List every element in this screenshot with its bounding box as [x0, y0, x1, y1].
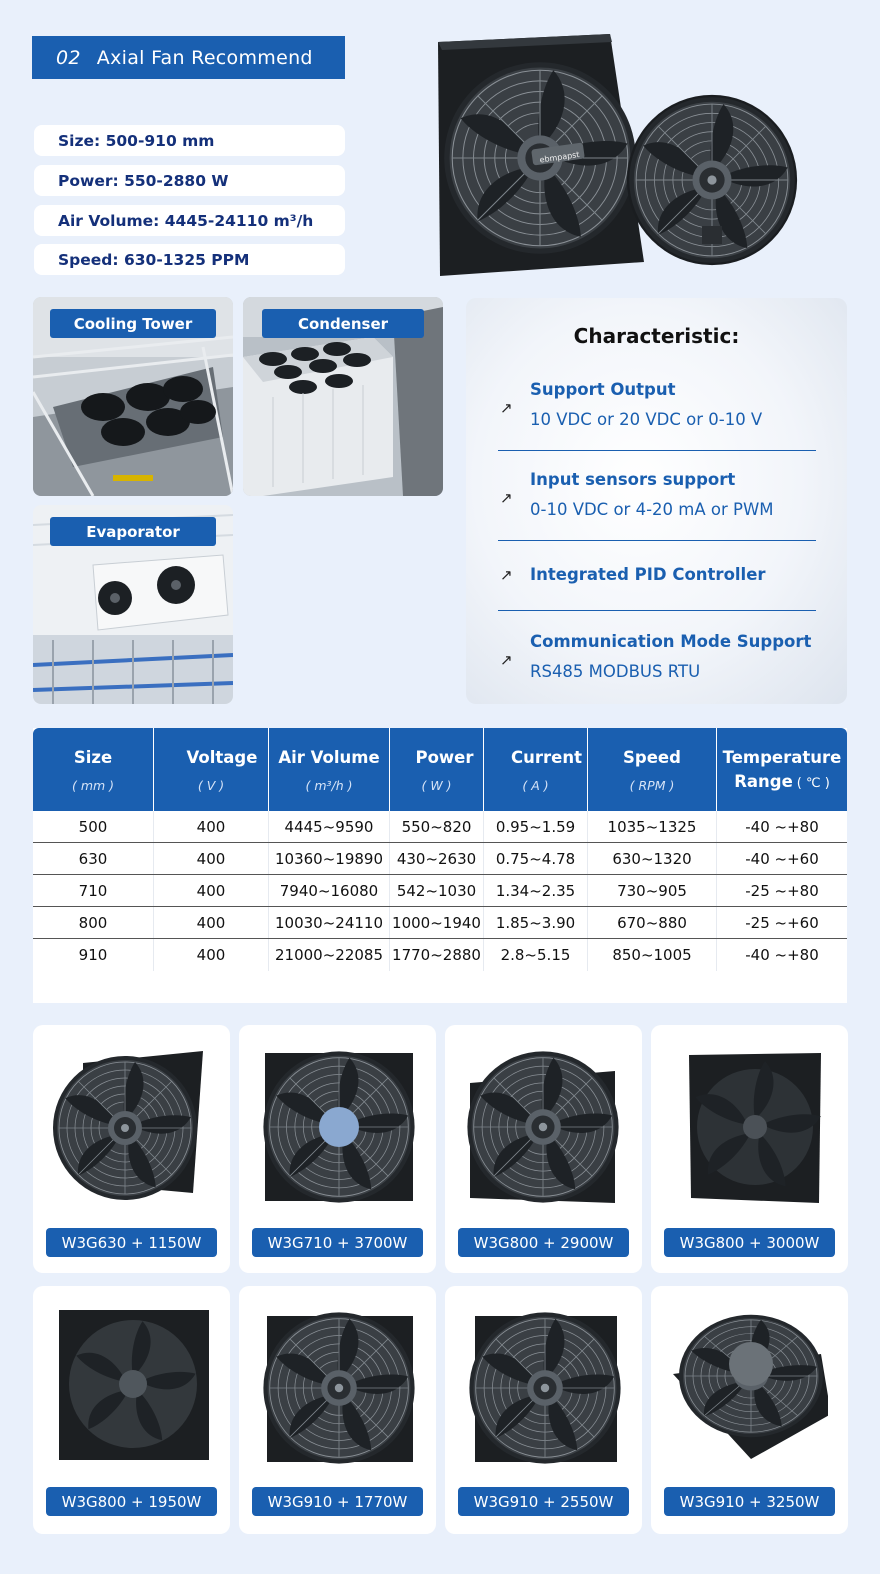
table-cell: 400	[196, 818, 226, 836]
col-power: Power ( W )	[415, 748, 474, 793]
fan-product-image	[259, 1043, 416, 1203]
table-cell: 400	[196, 850, 226, 868]
divider	[498, 540, 816, 541]
product-card[interactable]	[445, 1286, 642, 1534]
table-cell: 630~1320	[612, 850, 692, 868]
spec-table-header	[33, 728, 847, 811]
table-cell: 670~880	[617, 914, 687, 932]
table-cell: 730~905	[617, 882, 687, 900]
app-evaporator	[33, 505, 233, 704]
spec-power: Power: 550-2880 W	[34, 165, 345, 196]
table-row	[33, 843, 847, 875]
char-item-detail: RS485 MODBUS RTU	[530, 662, 701, 681]
table-cell: 1.85~3.90	[495, 914, 576, 932]
table-cell: 500	[78, 818, 108, 836]
table-cell: 1.34~2.35	[495, 882, 576, 900]
table-cell: 542~1030	[396, 882, 477, 900]
col-speed: Speed ( RPM )	[623, 748, 681, 793]
fan-product-image	[671, 1304, 828, 1464]
char-item-detail: 0-10 VDC or 4-20 mA or PWM	[530, 500, 774, 519]
brand-logo-text: ebmpapst	[539, 150, 581, 165]
table-cell: 2.8~5.15	[500, 946, 571, 964]
fan-product-image	[259, 1304, 416, 1464]
app-label-condenser: Condenser	[262, 309, 424, 338]
table-cell: 630	[78, 850, 108, 868]
product-card[interactable]	[651, 1286, 848, 1534]
col-voltage: Voltage ( V )	[186, 748, 258, 793]
table-cell: 400	[196, 882, 226, 900]
table-cell: 550~820	[401, 818, 472, 836]
product-label: W3G800 + 2900W	[458, 1228, 629, 1257]
product-label: W3G800 + 1950W	[46, 1487, 217, 1516]
table-row	[33, 907, 847, 939]
table-cell: -40 ~+80	[745, 818, 819, 836]
table-cell: 710	[78, 882, 108, 900]
spec-size: Size: 500-910 mm	[34, 125, 345, 156]
fan-product-image	[53, 1304, 210, 1464]
product-card[interactable]	[33, 1286, 230, 1534]
section-title: Axial Fan Recommend	[96, 46, 313, 69]
char-item-title: Communication Mode Support	[530, 632, 812, 651]
fan-product-image	[465, 1304, 622, 1464]
char-item-title: Support Output	[530, 380, 676, 399]
divider	[498, 450, 816, 451]
table-cell: 800	[78, 914, 108, 932]
arrow-up-right-icon: ↗	[500, 399, 513, 417]
col-current: Current ( A )	[511, 748, 582, 793]
table-cell: -25 ~+60	[745, 914, 819, 932]
table-cell: 1770~2880	[392, 946, 481, 964]
arrow-up-right-icon: ↗	[500, 566, 513, 584]
product-label: W3G800 + 3000W	[664, 1228, 835, 1257]
product-card[interactable]	[651, 1025, 848, 1273]
arrow-up-right-icon: ↗	[500, 489, 513, 507]
app-condenser	[243, 297, 443, 496]
table-cell: 430~2630	[396, 850, 477, 868]
fan-product-image	[53, 1043, 210, 1203]
char-item-pid-controller	[498, 563, 816, 593]
app-cooling-tower	[33, 297, 233, 496]
col-air-volume: Air Volume ( m³/h )	[278, 748, 380, 793]
product-label: W3G710 + 3700W	[252, 1228, 423, 1257]
char-item-communication	[498, 630, 816, 690]
col-temperature-range: Temperature Range ( ℃ )	[722, 748, 842, 791]
table-cell: 1035~1325	[607, 818, 697, 836]
table-cell: -25 ~+80	[745, 882, 819, 900]
app-label-evaporator: Evaporator	[50, 517, 216, 546]
product-label: W3G910 + 3250W	[664, 1487, 835, 1516]
char-item-input-sensors	[498, 468, 816, 528]
hero-fans-image	[432, 30, 802, 280]
product-label: W3G910 + 1770W	[252, 1487, 423, 1516]
table-cell: 400	[196, 914, 226, 932]
product-card[interactable]	[239, 1025, 436, 1273]
characteristic-title: Characteristic:	[573, 324, 740, 348]
divider	[498, 610, 816, 611]
table-cell: 0.95~1.59	[495, 818, 576, 836]
table-cell: 0.75~4.78	[495, 850, 576, 868]
product-card[interactable]	[239, 1286, 436, 1534]
table-cell: 10030~24110	[274, 914, 383, 932]
table-cell: 850~1005	[612, 946, 692, 964]
table-cell: -40 ~+60	[745, 850, 819, 868]
product-card[interactable]	[445, 1025, 642, 1273]
spec-speed: Speed: 630-1325 PPM	[34, 244, 345, 275]
table-row	[33, 875, 847, 907]
col-size: Size ( mm )	[71, 748, 115, 793]
table-cell: 400	[196, 946, 226, 964]
product-label: W3G630 + 1150W	[46, 1228, 217, 1257]
section-number: 02	[56, 46, 81, 69]
app-label-cooling-tower: Cooling Tower	[50, 309, 216, 338]
table-cell: 21000~22085	[274, 946, 383, 964]
fan-product-image	[671, 1043, 828, 1203]
fan-product-image	[465, 1043, 622, 1203]
product-label: W3G910 + 2550W	[458, 1487, 629, 1516]
section-header	[32, 36, 345, 79]
char-item-detail: 10 VDC or 20 VDC or 0-10 V	[530, 410, 763, 429]
char-item-title: Input sensors support	[530, 470, 736, 489]
char-item-support-output	[498, 378, 816, 438]
spec-air-volume: Air Volume: 4445-24110 m³/h	[34, 205, 345, 236]
char-item-title: Integrated PID Controller	[530, 565, 766, 584]
table-cell: 1000~1940	[392, 914, 481, 932]
table-cell: -40 ~+80	[745, 946, 819, 964]
table-cell: 910	[78, 946, 108, 964]
table-cell: 7940~16080	[279, 882, 379, 900]
table-cell: 10360~19890	[274, 850, 383, 868]
table-cell: 4445~9590	[284, 818, 374, 836]
table-row	[33, 939, 847, 971]
product-card[interactable]	[33, 1025, 230, 1273]
arrow-up-right-icon: ↗	[500, 651, 513, 669]
table-row	[33, 811, 847, 843]
